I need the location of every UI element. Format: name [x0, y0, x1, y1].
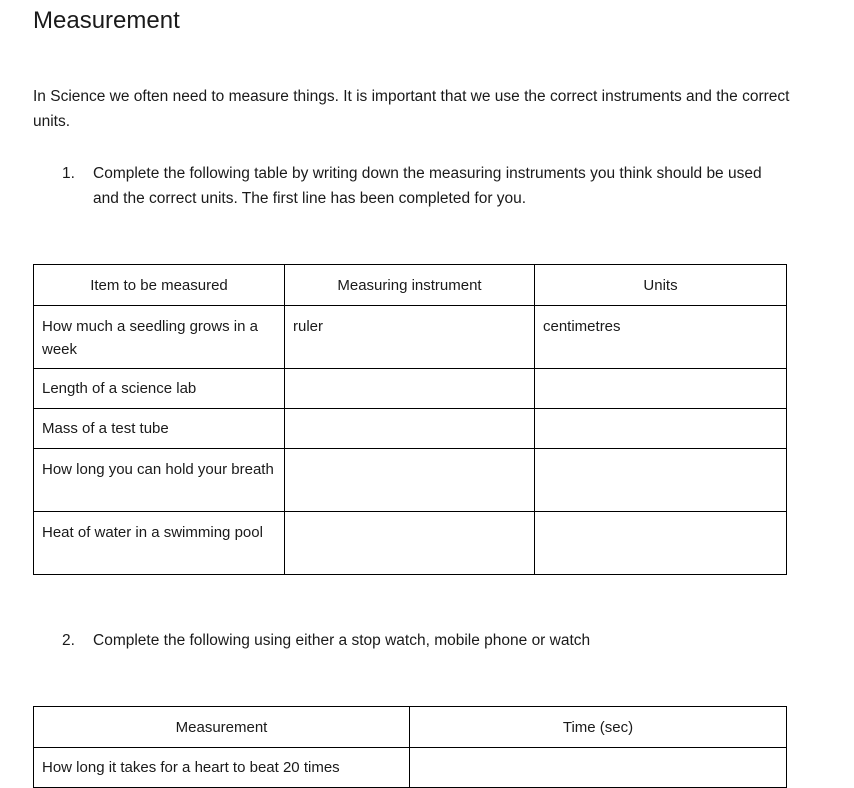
cell-measurement: How long it takes for a heart to beat 20 times [34, 748, 410, 788]
table-header-row [34, 265, 787, 306]
cell-item: How long you can hold your breath [34, 449, 285, 512]
cell-units: centimetres [535, 306, 787, 369]
table-row [34, 369, 787, 409]
header-measurement: Measurement [34, 707, 410, 748]
cell-item: Length of a science lab [34, 369, 285, 409]
header-units: Units [535, 265, 787, 306]
table-row [34, 748, 787, 788]
intro-paragraph: In Science we often need to measure things. It is important that we use the correct instruments and the correct units. [33, 88, 790, 130]
cell-instrument-blank[interactable] [285, 409, 535, 449]
header-time: Time (sec) [410, 707, 787, 748]
cell-item: Heat of water in a swimming pool [34, 512, 285, 575]
header-item: Item to be measured [34, 265, 285, 306]
table-row [34, 409, 787, 449]
question-2 [62, 628, 782, 653]
measurement-table [33, 264, 787, 575]
cell-units-blank[interactable] [535, 512, 787, 575]
header-instrument: Measuring instrument [285, 265, 535, 306]
table-row [34, 512, 787, 575]
question-1-number: 1. [62, 165, 75, 182]
question-1 [62, 161, 782, 211]
table-row [34, 306, 787, 369]
cell-time-blank[interactable] [410, 748, 787, 788]
cell-units-blank[interactable] [535, 449, 787, 512]
cell-instrument-blank[interactable] [285, 512, 535, 575]
table-header-row [34, 707, 787, 748]
table-row [34, 449, 787, 512]
cell-item: Mass of a test tube [34, 409, 285, 449]
cell-units-blank[interactable] [535, 369, 787, 409]
cell-instrument-blank[interactable] [285, 449, 535, 512]
page-title: Measurement [33, 7, 180, 34]
cell-instrument-blank[interactable] [285, 369, 535, 409]
timing-table [33, 706, 787, 788]
cell-instrument: ruler [285, 306, 535, 369]
cell-item: How much a seedling grows in a week [34, 306, 285, 369]
cell-units-blank[interactable] [535, 409, 787, 449]
question-1-text: Complete the following table by writing down the measuring instruments you think should be used and the correct units. The first line has been completed for you. [93, 165, 762, 207]
question-2-text: Complete the following using either a stop watch, mobile phone or watch [93, 632, 591, 649]
question-2-number: 2. [62, 632, 75, 649]
